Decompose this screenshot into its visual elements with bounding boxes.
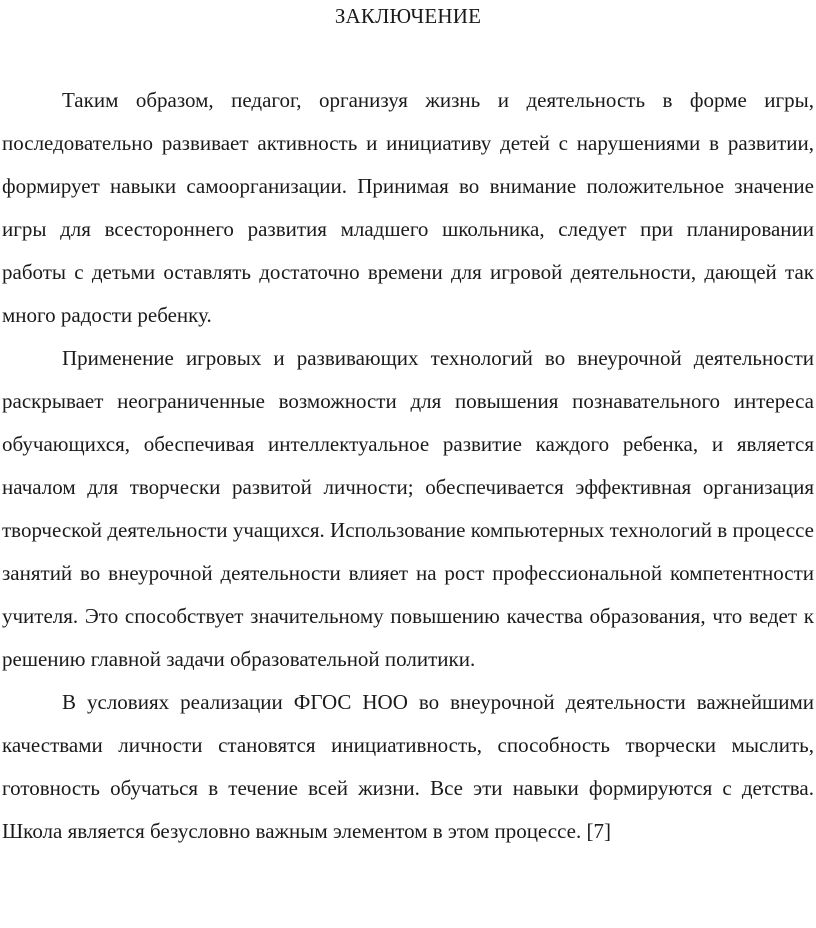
paragraph-3: В условиях реализации ФГОС НОО во внеурочной деятельности важнейшими качествами личности становятся инициативность, способность творчески мыслить, готовность обучаться в течение всей жизни. Все эти навыки формируются с детства. Школа является безусловно важным элементом в этом процессе. [7]: [2, 690, 814, 843]
paragraph-1: Таким образом, педагог, организуя жизнь и деятельность в форме игры, последовательно развивает активность и инициативу детей с нарушениями в развитии, формирует навыки самоорганизации. Принимая во внимание положительное значение игры для всестороннего развития младшего школьника, следует при планировании работы с детьми оставлять достаточно времени для игровой деятельности, дающей так много радости ребенку.: [2, 88, 814, 327]
paragraph-2: Применение игровых и развивающих технологий во внеурочной деятельности раскрывает неограниченные возможности для повышения познавательного интереса обучающихся, обеспечивая интеллектуальное развитие каждого ребенка, и является началом для творчески развитой личности; обеспечивается эффективная организация творческой деятельности учащихся. Использование компьютерных технологий в процессе занятий во внеурочной деятельности влияет на рост профессиональной компетентности учителя. Это способствует значительному повышению качества образования, что ведет к решению главной задачи образовательной политики.: [2, 346, 814, 671]
document-body: [2, 79, 814, 853]
page-title: ЗАКЛЮЧЕНИЕ: [334, 4, 482, 28]
